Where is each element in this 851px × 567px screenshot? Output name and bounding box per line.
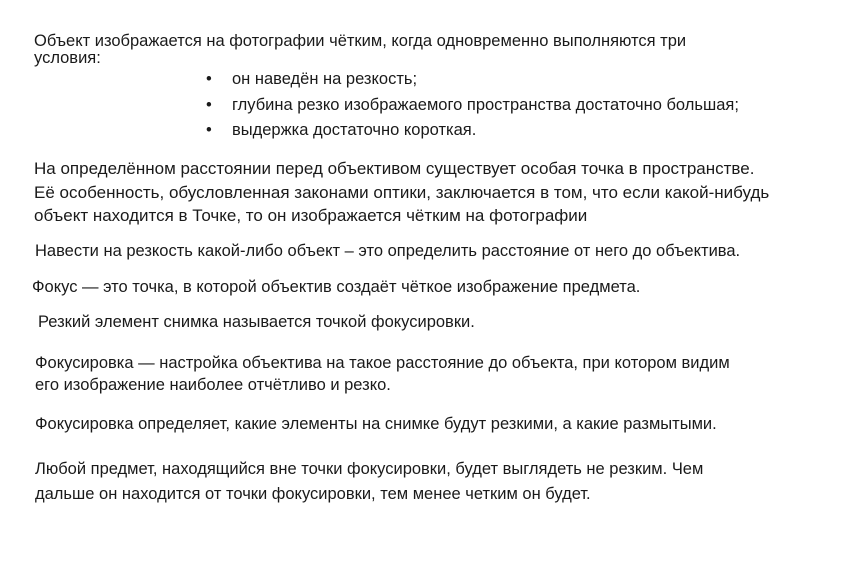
bullet-icon: • <box>206 70 212 88</box>
outside-focus-paragraph <box>35 457 703 507</box>
focusing-determines-paragraph: Фокусировка определяет, какие элементы на снимке будут резкими, а какие размытыми. <box>35 415 717 433</box>
intro-line: Объект изображается на фотографии чётким, когда одновременно выполняются три <box>34 32 687 50</box>
condition-item <box>206 122 739 148</box>
focus-definition-paragraph: Навести на резкость какой-либо объект – это определить расстояние от него до объектива. <box>35 242 741 260</box>
special-point-paragraph <box>34 157 769 228</box>
condition-text: выдержка достаточно короткая. <box>232 121 477 139</box>
condition-item <box>206 97 739 123</box>
paragraph-line: объект находится в Точке, то он изображается чётким на фотографии <box>34 206 588 225</box>
intro-paragraph <box>34 33 686 67</box>
sharp-element-paragraph: Резкий элемент снимка называется точкой фокусировки. <box>38 313 475 331</box>
condition-text: он наведён на резкость; <box>232 70 418 88</box>
focusing-paragraph <box>35 352 730 396</box>
condition-text: глубина резко изображаемого пространства достаточно большая; <box>232 95 739 114</box>
paragraph-line: На определённом расстоянии перед объективом существует особая точка в пространстве. <box>34 159 755 178</box>
paragraph-line: его изображение наиболее отчётливо и резко. <box>35 376 391 394</box>
conditions-list <box>206 71 739 148</box>
paragraph-line: Фокусировка — настройка объектива на такое расстояние до объекта, при котором видим <box>35 354 730 372</box>
paragraph-line: Любой предмет, находящийся вне точки фокусировки, будет выглядеть не резким. Чем <box>35 460 704 478</box>
focus-point-paragraph: Фокус — это точка, в которой объектив создаёт чёткое изображение предмета. <box>32 278 641 296</box>
bullet-icon: • <box>206 95 212 114</box>
condition-item <box>206 71 739 97</box>
paragraph-line: Её особенность, обусловленная законами оптики, заключается в том, что если какой-нибудь <box>34 182 770 202</box>
intro-line: условия: <box>34 49 101 67</box>
bullet-icon: • <box>206 121 212 139</box>
paragraph-line: дальше он находится от точки фокусировки, тем менее четким он будет. <box>35 485 591 503</box>
